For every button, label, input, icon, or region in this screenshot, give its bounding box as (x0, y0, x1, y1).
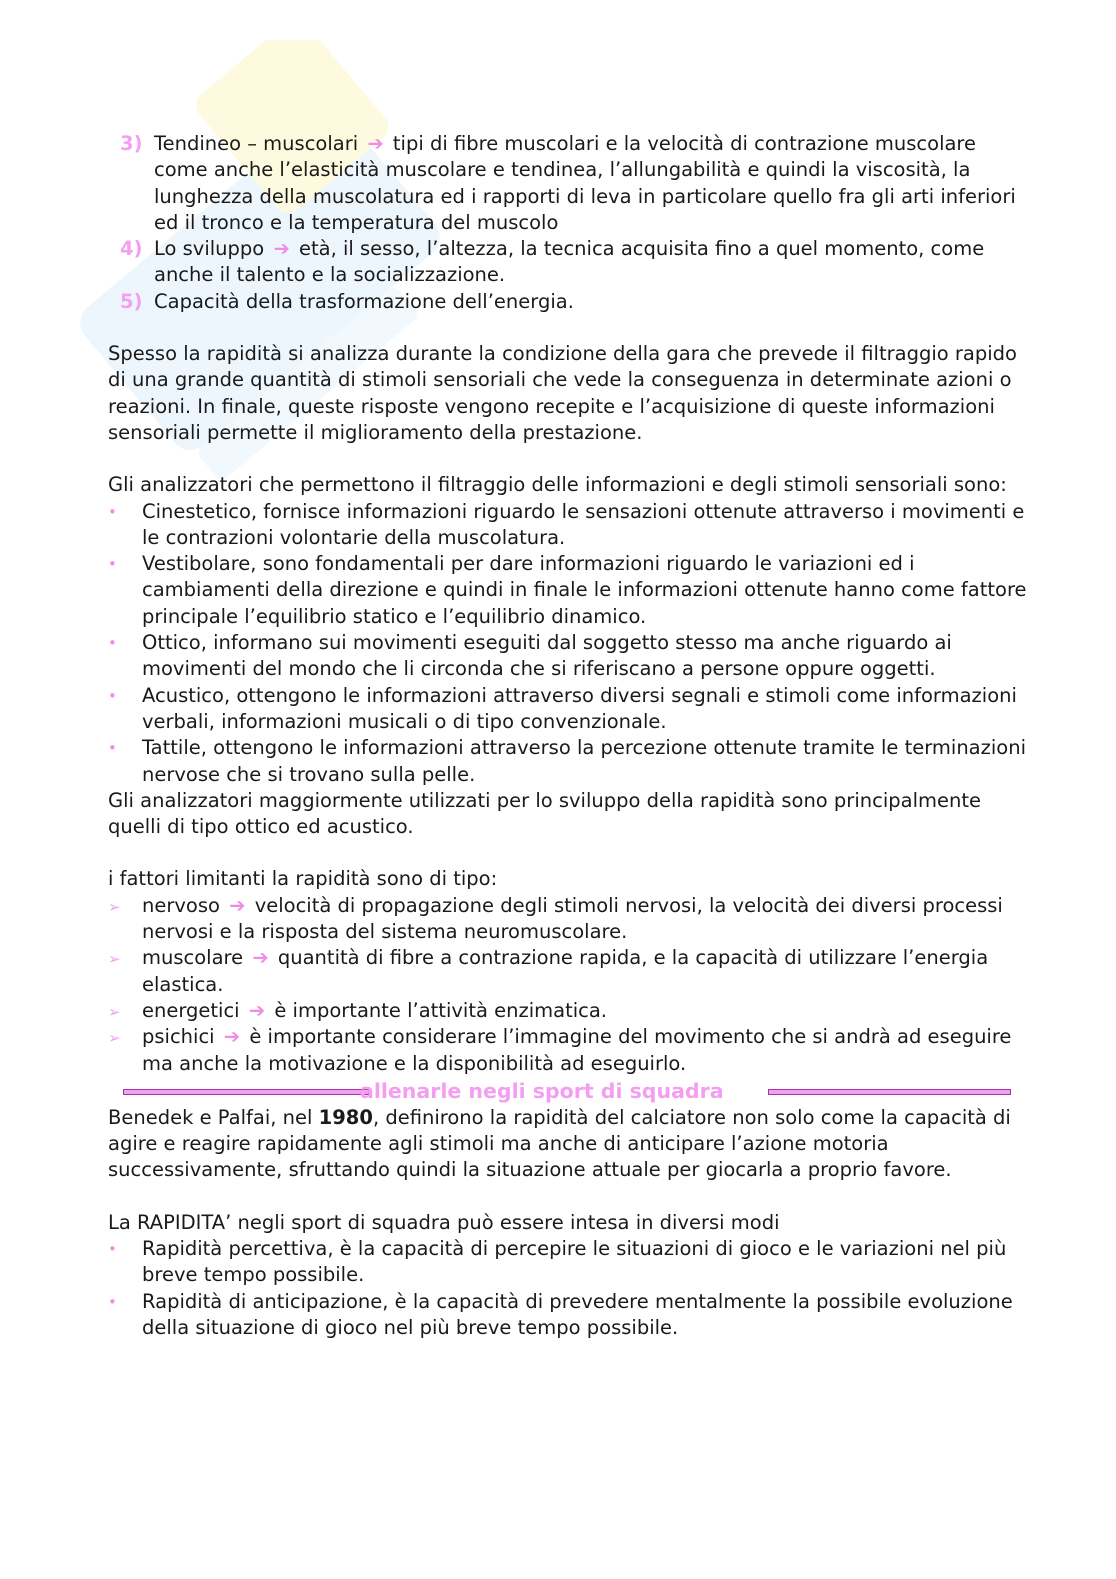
chevron-bullet-icon: ➢ (108, 897, 121, 916)
section-heading-text: allenarle negli sport di squadra (360, 1078, 724, 1103)
numbered-item (108, 236, 1028, 289)
item-text: tipi di fibre muscolari e la velocità di contrazione muscolare come anche l’elasticità muscolare e tendinea, l’allungabilità e quindi la viscosità, la lunghezza della muscolatura ed i rapporti di leva in particolare quello fra gli arti inferiori ed il tronco e la temperatura del muscolo (154, 132, 1016, 234)
factor-head: nervoso (142, 893, 220, 917)
list-item-text: Tattile, ottengono le informazioni attraverso la percezione ottenute tramite le terminazioni nervose che si trovano sulla pelle. (142, 736, 1026, 786)
list-item (108, 735, 1028, 788)
arrow-right-icon: ➔ (229, 893, 246, 917)
bullet-icon: • (108, 686, 117, 705)
bullet-icon: • (108, 502, 117, 521)
arrow-right-icon: ➔ (252, 946, 269, 970)
section-heading (108, 1079, 1028, 1105)
item-number: 4) (120, 237, 143, 261)
heading-rule-left (123, 1089, 369, 1095)
item-text: Capacità della trasformazione dell’energia. (154, 289, 574, 313)
list-item (108, 630, 1028, 683)
factor-head: muscolare (142, 946, 244, 970)
paragraph: Gli analizzatori che permettono il filtraggio delle informazioni e degli stimoli sensoriali sono: (108, 473, 1007, 497)
arrow-right-icon: ➔ (223, 1025, 241, 1049)
arrow-right-icon: ➔ (367, 132, 384, 155)
chevron-bullet-icon: ➢ (108, 1002, 121, 1021)
list-item-text: Rapidità di anticipazione, è la capacità di prevedere mentalmente la possibile evoluzione della situazione di gioco nel più breve tempo possibile. (142, 1289, 1013, 1339)
para-text: , definirono la rapidità del calciatore non solo come la capacità di agire e reagire rapidamente agli stimoli ma anche di anticipare l’azione motoria successivamente, sfruttando quindi la situazione attuale per giocarla a proprio favore. (108, 1105, 1011, 1182)
list-item (108, 893, 1028, 946)
list-item-text: Acustico, ottengono le informazioni attraverso diversi segnali e stimoli come informazioni verbali, informazioni musicali o di tipo convenzionale. (142, 683, 1017, 733)
list-item-text: Rapidità percettiva, è la capacità di percepire le situazioni di gioco e le variazioni nel più breve tempo possibile. (142, 1236, 1007, 1287)
factor-head: energetici (142, 998, 240, 1022)
factor-text: è importante l’attività enzimatica. (274, 998, 608, 1022)
list-item-text: Vestibolare, sono fondamentali per dare informazioni riguardo le variazioni ed i cambiamenti della direzione e quindi in finale le informazioni ottenute hanno come fattore principale l’equilibrio statico e l’equilibrio dinamico. (142, 552, 1027, 628)
numbered-item (108, 131, 1028, 236)
paragraph: Gli analizzatori maggiormente utilizzati per lo sviluppo della rapidità sono principalmente quelli di tipo ottico ed acustico. (108, 788, 981, 839)
document-body (108, 131, 1028, 1341)
factor-text: è importante considerare l’immagine del movimento che si andrà ad eseguire ma anche la motivazione e la disponibilità ad eseguirlo. (142, 1025, 1012, 1075)
factor-text: velocità di propagazione degli stimoli nervosi, la velocità dei diversi processi nervosi e la risposta del sistema neuromuscolare. (142, 893, 1003, 944)
bullet-icon: • (108, 739, 117, 758)
year: 1980 (318, 1105, 373, 1129)
item-number: 5) (120, 289, 143, 313)
item-head: Tendineo – muscolari (154, 132, 359, 155)
bullet-icon: • (108, 634, 117, 653)
list-item (108, 683, 1028, 736)
para-text: Benedek e Palfai, nel (108, 1105, 313, 1129)
list-item-text: Cinestetico, fornisce informazioni riguardo le sensazioni ottenute attraverso i movimenti e le contrazioni volontarie della muscolatura. (142, 499, 1025, 549)
paragraph: Spesso la rapidità si analizza durante la condizione della gara che prevede il filtraggio rapido di una grande quantità di stimoli sensoriali che vede la conseguenza in determinate azioni o reazioni. In finale, queste risposte vengono recepite e l’acquisizione di queste informazioni sensoriali permette il miglioramento della prestazione. (108, 342, 1017, 444)
list-item (108, 551, 1028, 630)
list-item (108, 945, 1028, 998)
list-item (108, 499, 1028, 552)
bullet-icon: • (108, 1239, 117, 1258)
bullet-icon: • (108, 1292, 117, 1311)
chevron-bullet-icon: ➢ (108, 950, 121, 969)
item-number: 3) (120, 132, 143, 155)
numbered-item (108, 289, 1028, 315)
arrow-right-icon: ➔ (248, 998, 266, 1022)
chevron-bullet-icon: ➢ (108, 1029, 121, 1048)
list-item (108, 998, 1028, 1024)
item-head: Lo sviluppo (154, 237, 265, 261)
list-item-text: Ottico, informano sui movimenti eseguiti dal soggetto stesso ma anche riguardo ai movimenti del mondo che li circonda che si riferiscano a persone oppure oggetti. (142, 631, 952, 681)
factor-text: quantità di fibre a contrazione rapida, e la capacità di utilizzare l’energia elastica. (142, 946, 989, 996)
paragraph: La RAPIDITA’ negli sport di squadra può essere intesa in diversi modi (108, 1210, 780, 1234)
heading-rule-right (768, 1089, 1011, 1095)
list-item (108, 1024, 1028, 1077)
item-text: età, il sesso, l’altezza, la tecnica acquisita fino a quel momento, come anche il talento e la socializzazione. (154, 237, 985, 287)
list-item (108, 1289, 1028, 1342)
paragraph (108, 1105, 1028, 1184)
arrow-right-icon: ➔ (273, 237, 290, 261)
factor-head: psichici (142, 1025, 215, 1049)
list-item (108, 1236, 1028, 1289)
bullet-icon: • (108, 555, 117, 574)
paragraph: i fattori limitanti la rapidità sono di tipo: (108, 867, 498, 891)
